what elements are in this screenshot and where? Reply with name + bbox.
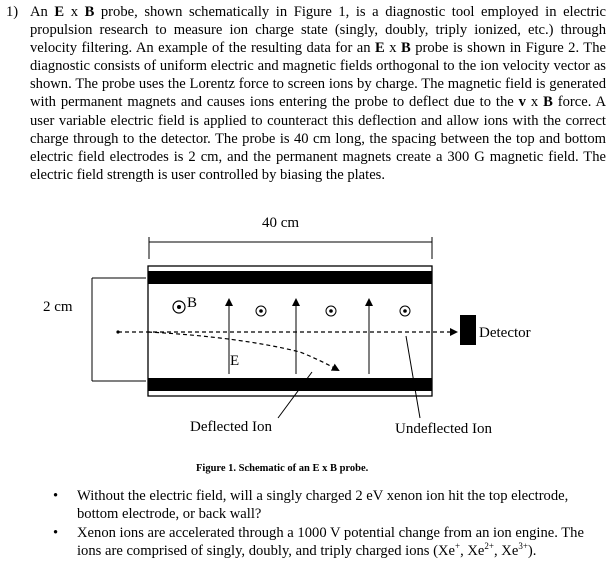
text-segment: E — [54, 4, 65, 20]
length-label: 40 cm — [262, 215, 300, 231]
spacing-label: 2 cm — [43, 299, 73, 315]
detector-block — [460, 315, 476, 345]
probe-housing — [148, 266, 432, 396]
text-segment: v — [518, 94, 526, 111]
text-segment: B — [543, 94, 553, 111]
undeflected-ion-label: Undeflected Ion — [395, 421, 493, 437]
text-segment: probe is shown in Figure 2. The diagnostic consists of uniform electric and magnetic fields orthogonal to the ion velocity vector as shown. The probe uses the Lorentz force to screen ions by charge. The magnetic field is generated with permanent magnets and causes ions entering the probe to deflect due to the — [30, 40, 606, 111]
detector-label: Detector — [479, 325, 531, 341]
bullet-marker: • — [53, 525, 59, 542]
spacing-dimension — [92, 278, 146, 381]
question-text: Without the electric field, will a singly charged 2 eV xenon ion hit the top electrode, bottom electrode, or back wall? — [77, 488, 569, 522]
question-item — [53, 525, 608, 560]
text-segment: 3+ — [518, 540, 528, 551]
text-segment: force. A user variable electric field is applied to counteract this deflection and allow ions with the correct charge through to the detector. The probe is 40 cm long, the spacing between the top and bottom electric field electrodes is 2 cm, and the permanent magnets create a 300 G magnetic field. The electric field strength is user controlled by biasing the plates. — [30, 94, 607, 183]
text-segment: 2+ — [484, 540, 494, 551]
b-label: B — [187, 295, 198, 311]
top-electrode — [148, 271, 432, 284]
text-segment: x — [64, 4, 85, 20]
problem-statement — [6, 3, 606, 184]
text-segment: , Xe — [494, 542, 519, 559]
text-segment: probe, shown schematically in Figure 1, is a diagnostic tool employed in electric propulsion research to measure ion charge state (singly, doubly, triply ionized, etc.) through velocity filtering. An example of the resulting data for an — [30, 4, 606, 57]
deflected-ion-path — [148, 332, 338, 370]
b-field-dots — [256, 306, 410, 316]
text-segment: + — [455, 540, 461, 551]
figure-1 — [0, 205, 610, 475]
problem-number: 1) — [6, 4, 19, 20]
text-segment: x — [525, 94, 544, 111]
text-segment: ). — [527, 542, 537, 559]
text-segment: x — [384, 40, 402, 57]
problem-text — [30, 3, 606, 184]
question-item — [53, 488, 608, 523]
text-segment: E — [375, 40, 385, 57]
e-field-arrows — [229, 300, 369, 374]
figure-caption: Figure 1. Schematic of an E x B probe. — [196, 463, 369, 474]
question-list — [53, 488, 608, 562]
text-segment: , Xe — [460, 542, 485, 559]
bottom-electrode — [148, 378, 432, 391]
deflected-ion-label: Deflected Ion — [190, 419, 273, 435]
e-label: E — [230, 353, 240, 369]
question-text — [77, 525, 584, 559]
text-segment: Xenon ions are accelerated through a 1000 V potential change from an ion engine. The ions are comprised of singly, doubly, and triply charged ions (Xe — [77, 525, 584, 559]
length-dimension — [149, 237, 432, 259]
text-segment: B — [401, 40, 411, 57]
b-field-symbol — [173, 301, 185, 313]
bullet-marker: • — [53, 488, 59, 504]
undeflected-leader — [406, 336, 420, 418]
text-segment: An — [30, 4, 55, 20]
text-segment: B — [84, 4, 95, 20]
